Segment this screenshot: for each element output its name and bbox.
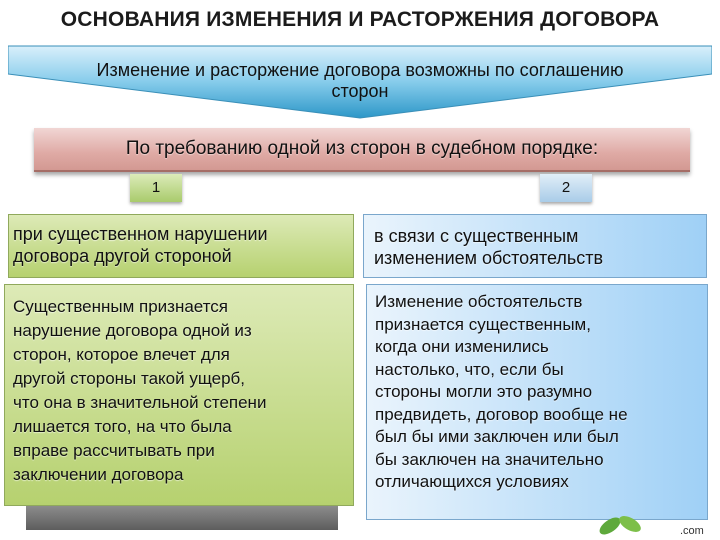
- right-body-line: отличающихся условиях: [375, 472, 569, 491]
- bottom-shadow-strip: [26, 506, 338, 530]
- left-body-line: сторон, которое влечет для: [13, 345, 230, 364]
- right-body-line: предвидеть, договор вообще не: [375, 404, 628, 424]
- right-header-box: [363, 214, 707, 278]
- right-header-line-2: изменением обстоятельств: [374, 248, 604, 268]
- left-header-box: [8, 214, 354, 278]
- right-header-line-1: в связи с существенным: [374, 226, 579, 246]
- left-body-line: другой стороны такой ущерб,: [13, 369, 245, 388]
- left-body-line: вправе рассчитывать при: [13, 441, 215, 460]
- left-body-box: [4, 284, 354, 506]
- leaf-decoration-icon: [592, 504, 652, 540]
- number-badge-1: 1: [130, 174, 182, 202]
- right-body-line: когда они изменились: [375, 337, 549, 356]
- banner-text: [8, 60, 712, 102]
- left-header-line-1: при существенном нарушении: [13, 224, 268, 244]
- left-body-line: заключении договора: [13, 465, 184, 484]
- banner-line-2: сторон: [331, 81, 389, 101]
- banner-line-1: Изменение и расторжение договора возможны по соглашению: [96, 60, 624, 80]
- number-badge-2: 2: [540, 174, 592, 202]
- right-body-box: [366, 284, 708, 520]
- left-body-line: нарушение договора одной из: [13, 321, 252, 340]
- court-procedure-bar: [34, 128, 690, 172]
- right-body-line: стороны могли это разумно: [375, 382, 593, 401]
- right-body-line: настолько, что, если бы: [375, 359, 564, 379]
- slide-title: ОСНОВАНИЯ ИЗМЕНЕНИЯ И РАСТОРЖЕНИЯ ДОГОВОРА: [60, 8, 660, 31]
- left-body-line: Существенным признается: [13, 297, 228, 316]
- right-body-line: Изменение обстоятельств: [375, 292, 583, 311]
- right-body-line: признается существенным,: [375, 314, 591, 334]
- left-body-line: лишается того, на что была: [13, 417, 232, 436]
- right-body-line: бы заключен на значительно: [375, 449, 604, 469]
- right-body-line: был бы ими заключен или был: [375, 427, 619, 446]
- left-body-line: что она в значительной степени: [13, 393, 267, 412]
- footer-text: .com: [680, 525, 704, 537]
- left-header-line-2: договора другой стороной: [13, 246, 232, 266]
- court-procedure-text: По требованию одной из сторон в судебном порядке:: [125, 138, 599, 159]
